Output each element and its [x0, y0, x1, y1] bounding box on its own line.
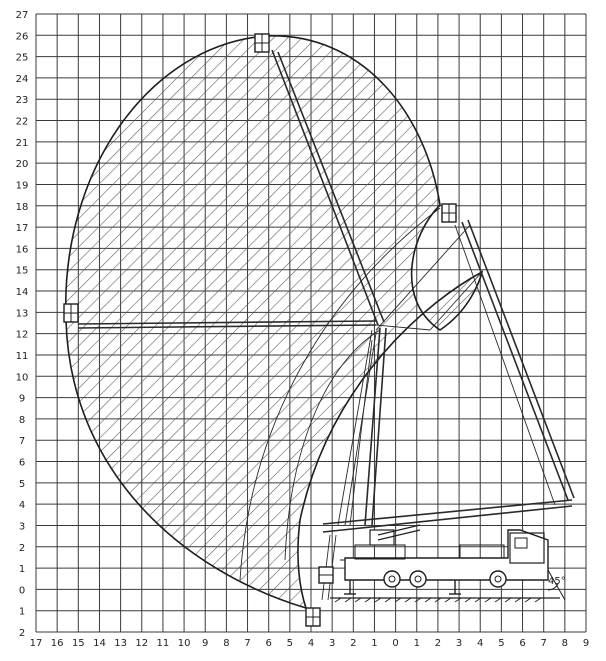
y-tick-label: 20: [15, 159, 29, 171]
x-tick-label: 2: [434, 638, 442, 649]
x-tick-label: 7: [244, 638, 251, 649]
y-tick-label: 10: [15, 372, 29, 384]
y-tick-label: 9: [18, 393, 26, 405]
y-tick-label: 5: [18, 478, 26, 490]
boom-right-upper-2: [468, 220, 574, 498]
x-tick-label: 4: [477, 638, 484, 649]
x-tick-label: 9: [582, 638, 590, 649]
x-tick-label: 4: [307, 638, 315, 649]
x-tick-label: 0: [392, 638, 399, 649]
work-platform-basket-icon: [64, 304, 78, 322]
y-tick-label: 1: [18, 564, 26, 576]
truck-chassis-icon: [330, 525, 566, 602]
y-tick-label: 23: [15, 95, 29, 107]
x-tick-label: 14: [93, 638, 106, 649]
y-tick-label: 3: [18, 521, 26, 533]
y-tick-label: 11: [15, 350, 29, 362]
x-tick-label: 7: [540, 638, 547, 649]
y-tick-label: 0: [18, 585, 26, 597]
y-tick-label: 8: [18, 414, 26, 426]
x-tick-label: 5: [286, 638, 294, 649]
y-tick-label: 2: [18, 542, 26, 554]
x-tick-label: 16: [50, 638, 64, 649]
y-tick-label: 16: [15, 244, 29, 256]
x-tick-label: 15: [71, 638, 85, 649]
x-tick-label: 13: [114, 638, 127, 649]
y-axis-labels: [16, 10, 29, 639]
x-tick-label: 11: [156, 638, 170, 649]
work-platform-basket-icon: [306, 608, 320, 626]
y-tick-label: 21: [15, 137, 29, 149]
y-tick-label: 24: [15, 73, 29, 85]
y-tick-label: 26: [15, 31, 29, 43]
x-tick-label: 6: [519, 638, 526, 649]
boom-rest-upper: [323, 500, 572, 524]
angle-annotation: 45°: [548, 576, 566, 587]
y-tick-label: 25: [15, 52, 29, 64]
outrigger-icon: [344, 580, 461, 594]
y-tick-label: 18: [15, 201, 29, 213]
y-tick-label: 4: [18, 500, 26, 512]
boom-right-line: [455, 225, 555, 505]
slew-ring-icon: [370, 525, 420, 545]
y-tick-label: 22: [15, 116, 29, 128]
x-tick-label: 10: [177, 638, 191, 649]
y-tick-label: 6: [18, 457, 26, 469]
y-tick-label: 14: [15, 287, 29, 299]
y-tick-label: 12: [15, 329, 29, 341]
x-tick-label: 8: [223, 638, 230, 649]
work-platform-basket-icon: [319, 567, 333, 583]
y-tick-label: 27: [15, 10, 29, 21]
x-tick-label: 1: [371, 638, 378, 649]
x-tick-label: 5: [498, 638, 505, 649]
x-tick-label: 1: [413, 638, 420, 649]
boom-right-upper: [462, 222, 568, 500]
y-tick-label: 15: [15, 265, 29, 277]
y-tick-label: 7: [18, 436, 26, 448]
x-axis-labels: [30, 638, 590, 649]
y-tick-label: 19: [15, 180, 29, 192]
y-tick-label: 17: [15, 223, 29, 235]
x-tick-label: 2: [350, 638, 357, 649]
boom-rest-lower: [323, 506, 572, 532]
work-platform-basket-icon: [442, 204, 456, 222]
x-tick-label: 3: [455, 638, 463, 649]
x-tick-label: 3: [328, 638, 336, 649]
x-tick-label: 8: [561, 638, 569, 649]
x-tick-label: 12: [135, 638, 149, 649]
work-platform-basket-icon: [255, 34, 269, 52]
x-tick-label: 9: [202, 638, 209, 649]
y-tick-label: 1: [18, 606, 26, 618]
y-tick-label: 13: [15, 308, 29, 320]
y-tick-label: 2: [18, 628, 26, 639]
x-tick-label: 17: [29, 638, 43, 649]
x-tick-label: 6: [265, 638, 272, 649]
